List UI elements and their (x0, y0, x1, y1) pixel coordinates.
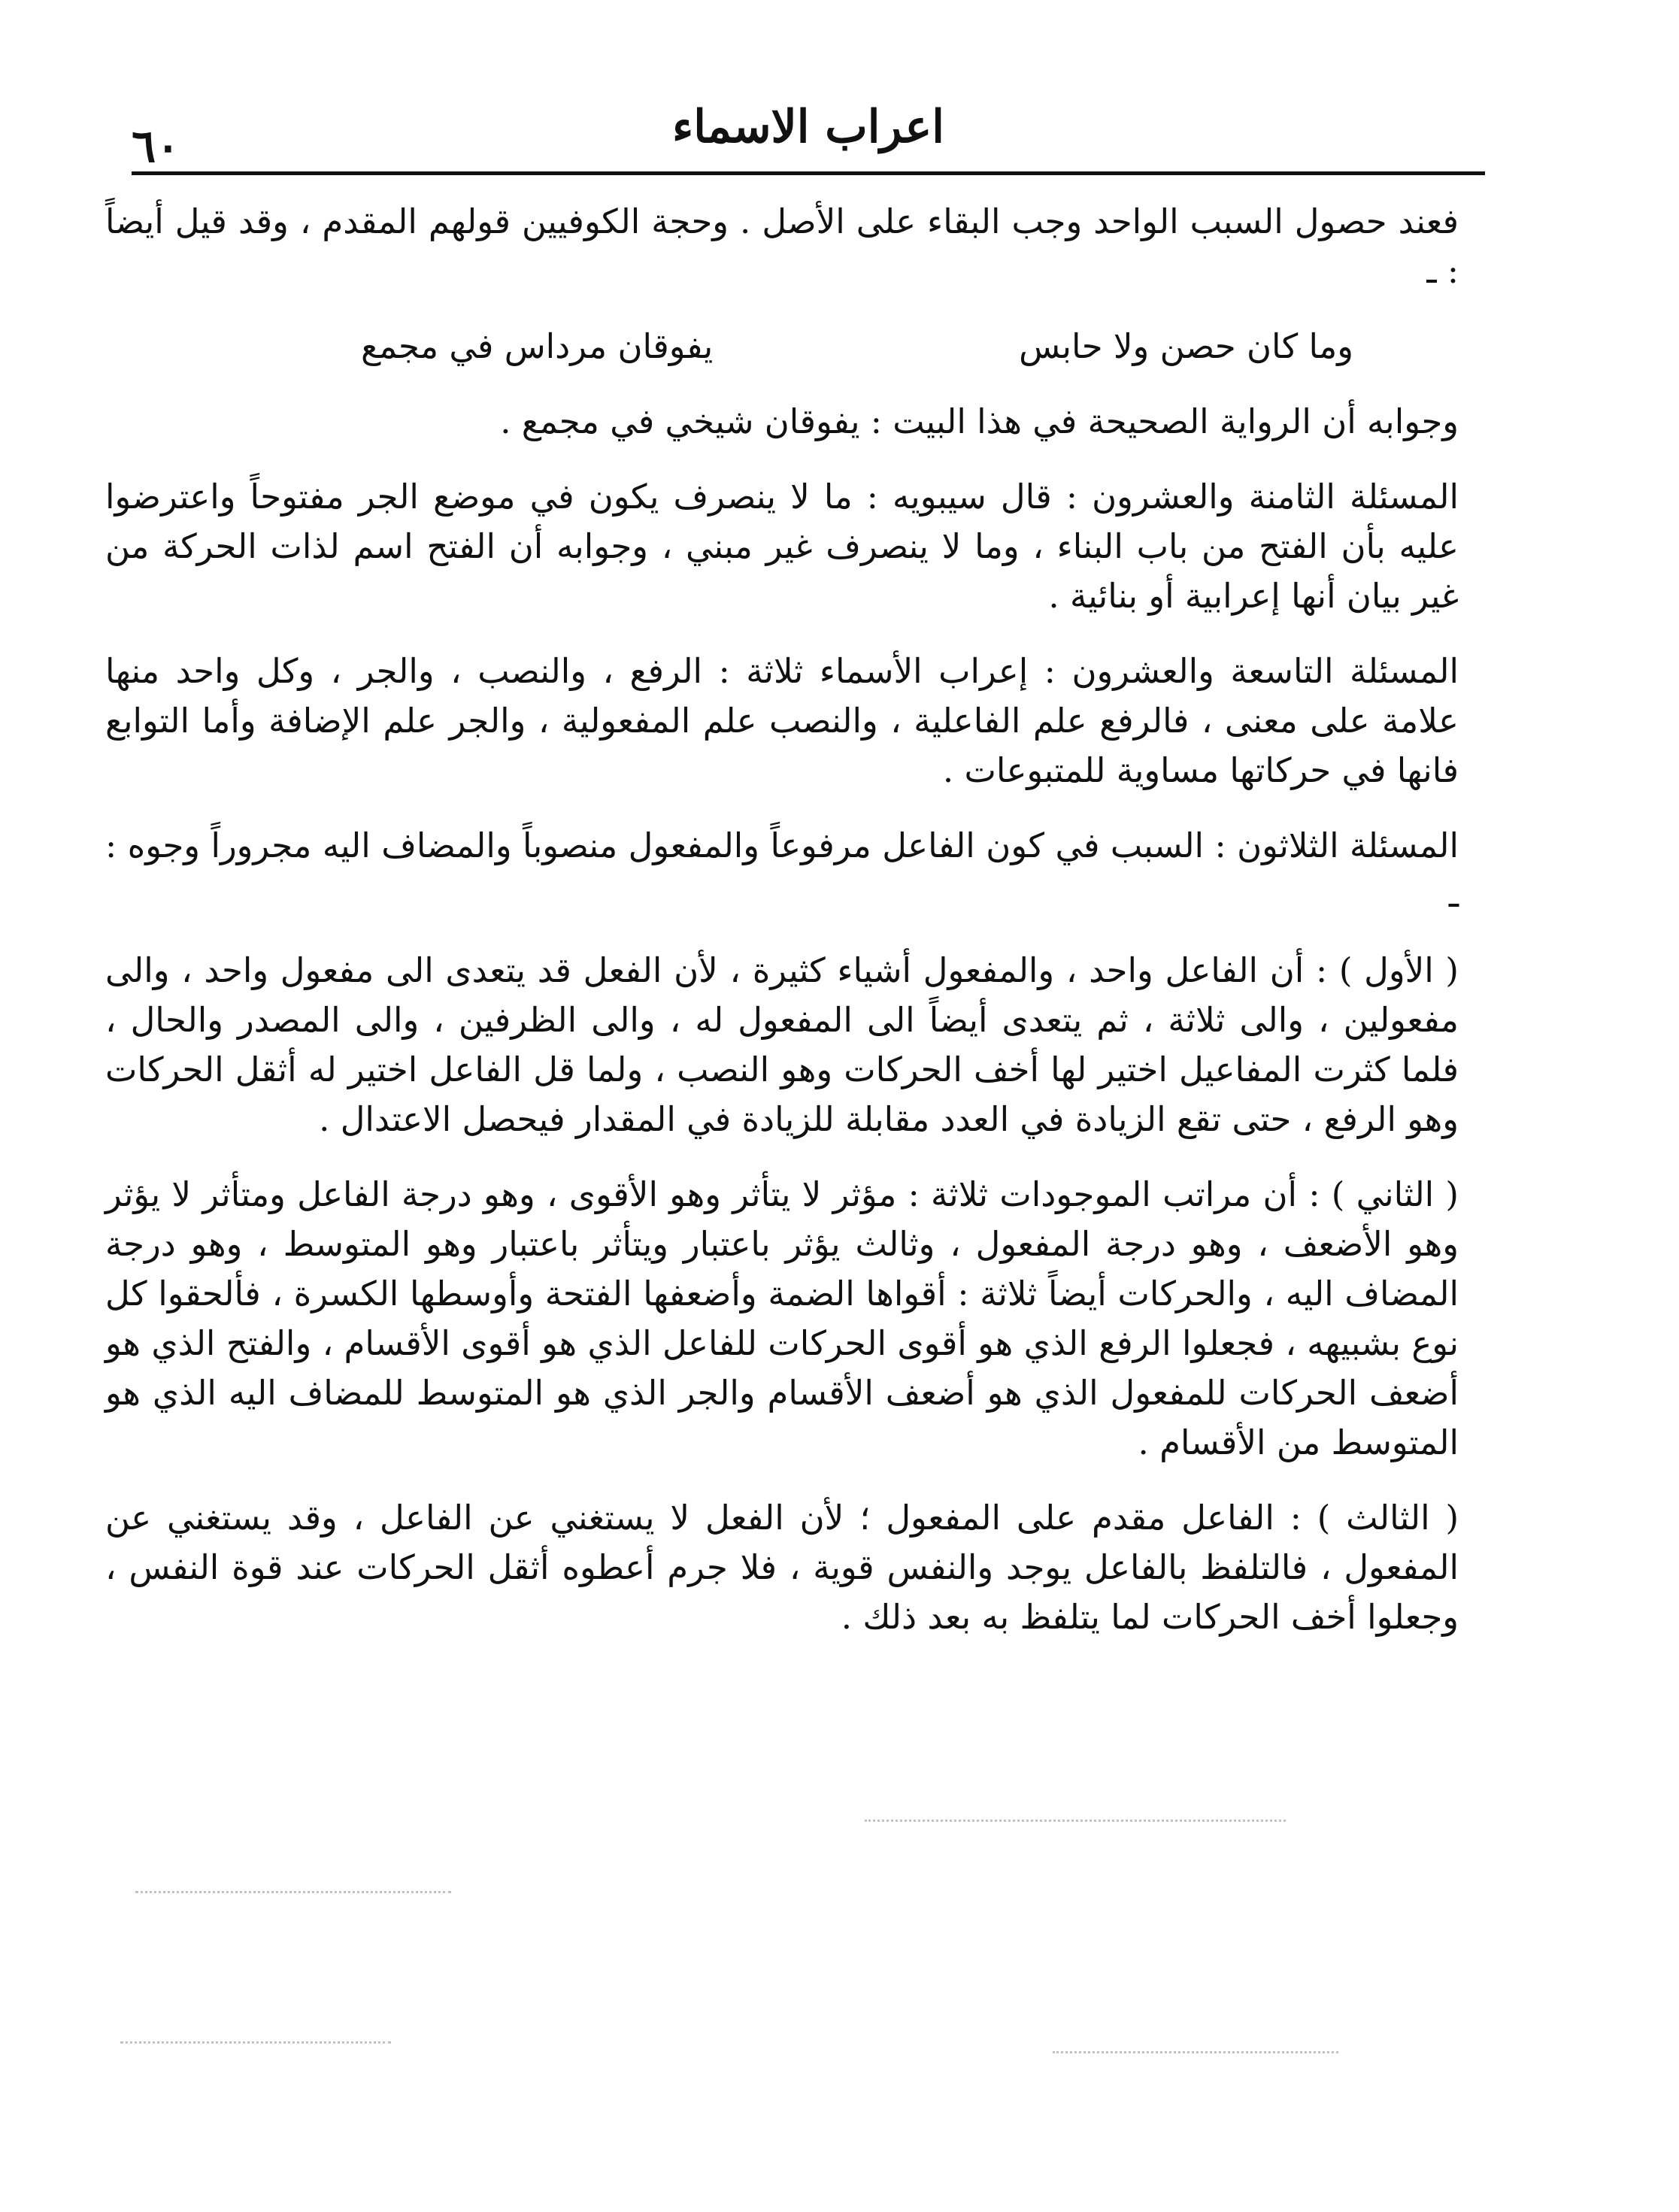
paragraph-issue-30: المسئلة الثلاثون : السبب في كون الفاعل مرفوعاً والمفعول منصوباً والمضاف اليه مجروراً وجوه : ـ (105, 826, 1459, 915)
paragraph-issue-28: المسئلة الثامنة والعشرون : قال سيبويه : ما لا ينصرف يكون في موضع الجر مفتوحاً واعترضوا عليه بأن الفتح من باب البناء ، وما لا ينصرف غير مبني ، وجوابه أن الفتح اسم لذات الحركة من غير بيان أنها إعرابية أو بنائية . (105, 477, 1459, 616)
poetry-verse (105, 322, 1459, 371)
header-rule (132, 171, 1485, 175)
page-header (132, 90, 1485, 173)
page-number: ٦٠ (132, 120, 180, 173)
running-title: اعراب الاسماء (672, 101, 944, 153)
verse-second-hemistich: يفوقان مرداس في مجمع (361, 326, 714, 366)
page-body (105, 197, 1459, 1668)
paragraph-answer: وجوابه أن الرواية الصحيحة في هذا البيت : يفوقان شيخي في مجمع . (500, 401, 1459, 441)
paragraph-intro: فعند حصول السبب الواحد وجب البقاء على الأصل . وحجة الكوفيين قولهم المقدم ، وقد قيل أيضاً : ـ (105, 202, 1459, 291)
paragraph-second-reason: ( الثاني ) : أن مراتب الموجودات ثلاثة : مؤثر لا يتأثر وهو الأقوى ، وهو درجة الفاعل ومتأثر لا يؤثر وهو الأضعف ، وهو درجة المفعول ، وثالث يؤثر باعتبار ويتأثر باعتبار وهو المتوسط ، وهو درجة المضاف اليه ، والحركات أيضاً ثلاثة : أقواها الضمة وأضعفها الفتحة وأوسطها الكسرة ، فألحقوا كل نوع بشبيهه ، فجعلوا الرفع الذي هو أقوى الحركات للفاعل الذي هو أقوى الأقسام ، والفتح الذي هو أضعف الحركات للمفعول الذي هو أضعف الأقسام والجر الذي هو المتوسط للمضاف اليه الذي هو المتوسط من الأقسام . (105, 1174, 1459, 1462)
paragraph-third-reason: ( الثالث ) : الفاعل مقدم على المفعول ؛ لأن الفعل لا يستغني عن الفاعل ، وقد يستغني عن المفعول ، فالتلفظ بالفاعل يوجد والنفس قوية ، فلا جرم أعطوه أثقل الحركات عند قوة النفس ، وجعلوا أخف الحركات لما يتلفظ به بعد ذلك . (105, 1498, 1459, 1637)
paragraph-first-reason: ( الأول ) : أن الفاعل واحد ، والمفعول أشياء كثيرة ، لأن الفعل قد يتعدى الى مفعول واحد ، والى مفعولين ، والى ثلاثة ، ثم يتعدى أيضاً الى المفعول له ، والى الظرفين ، والى المصدر والحال ، فلما كثرت المفاعيل اختير لها أخف الحركات وهو النصب ، ولما قل الفاعل اختير له أثقل الحركات وهو الرفع ، حتى تقع الزيادة في العدد مقابلة للزيادة في المقدار فيحصل الاعتدال . (105, 950, 1459, 1139)
verse-first-hemistich: وما كان حصن ولا حابس (1019, 326, 1353, 366)
paragraph-issue-29: المسئلة التاسعة والعشرون : إعراب الأسماء ثلاثة : الرفع ، والنصب ، والجر ، وكل واحد منها علامة على معنى ، فالرفع علم الفاعلية ، والنصب علم المفعولية ، والجر علم الإضافة وأما التوابع فانها في حركاتها مساوية للمتبوعات . (105, 651, 1459, 790)
scan-noise (865, 1820, 1286, 1822)
scan-noise (1053, 2051, 1338, 2053)
scan-noise (120, 2041, 391, 2044)
scan-noise (135, 1891, 451, 1893)
